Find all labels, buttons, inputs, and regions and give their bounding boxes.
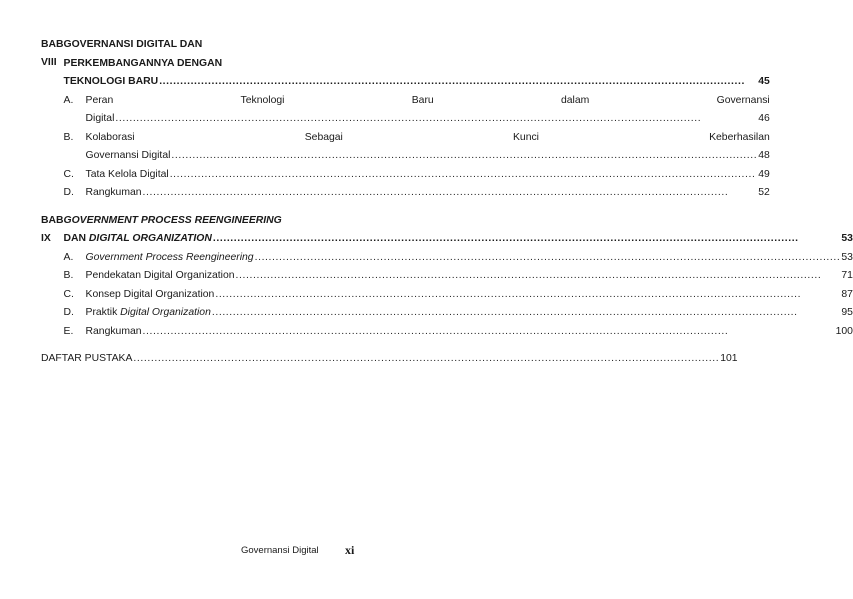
toc-entry[interactable]	[64, 304, 853, 323]
bibliography-entry[interactable]	[41, 350, 738, 369]
chapter-title-line: GOVERNMENT PROCESS REENGINEERING	[63, 214, 282, 226]
word: Peran	[85, 94, 114, 106]
chapter-8	[41, 36, 770, 203]
entry-letter: C.	[63, 288, 74, 300]
dot-leader	[170, 166, 758, 185]
word: Baru	[411, 94, 434, 106]
chapter-title-line: GOVERNANSI DIGITAL DAN	[63, 39, 203, 50]
page-number: 48	[758, 150, 770, 161]
entry-text: Tata Kelola Digital	[85, 168, 169, 180]
chapter-title-entry[interactable]	[64, 230, 853, 249]
page-number: 71	[841, 270, 853, 281]
entry-letter: C.	[63, 168, 74, 180]
entry-text-line	[86, 129, 770, 148]
chapter-number: BAB IX	[41, 214, 64, 244]
page-number: 45	[758, 76, 770, 87]
page-number: 101	[720, 353, 738, 364]
entry-text: Rangkuman	[85, 187, 142, 198]
entry-letter: A.	[63, 251, 74, 263]
word: Teknologi	[240, 94, 285, 106]
dot-leader	[143, 184, 758, 203]
toc-entry[interactable]	[64, 286, 853, 305]
entry-letter: D.	[63, 187, 74, 198]
entry-text: Konsep Digital Organization	[85, 288, 215, 300]
toc-entry[interactable]	[64, 92, 770, 129]
dot-leader	[159, 73, 757, 92]
entry-letter: B.	[63, 270, 74, 281]
entry-text: Government Process Reengineering	[85, 251, 254, 263]
toc-entry[interactable]	[64, 249, 853, 268]
text-plain: Praktik	[85, 307, 121, 318]
title-italic: DIGITAL ORGANIZATION	[88, 233, 212, 244]
entry-letter: A.	[63, 94, 74, 106]
word: Kunci	[512, 131, 539, 143]
chapter-title-entry[interactable]	[64, 73, 770, 92]
title-plain: DAN	[63, 233, 89, 244]
dot-leader	[115, 110, 757, 129]
entry-letter: D.	[63, 307, 74, 318]
page-number: 53	[841, 233, 853, 244]
chapter-body	[64, 36, 770, 203]
entry-letter: E.	[63, 325, 74, 337]
entry-text-line	[86, 92, 770, 111]
chapter-body	[64, 212, 853, 342]
dot-leader	[213, 230, 841, 249]
page-number: 87	[841, 288, 853, 300]
entry-text: Rangkuman	[85, 325, 142, 337]
entry-text: Governansi Digital	[85, 150, 171, 161]
chapter-title-line: TEKNOLOGI BARU	[63, 76, 159, 87]
chapter-9	[41, 212, 853, 342]
entry-text: Digital	[85, 113, 115, 124]
word: Keberhasilan	[709, 131, 770, 143]
toc-entry[interactable]	[64, 184, 770, 203]
chapter-title-line: PERKEMBANGANNYA DENGAN	[63, 57, 223, 69]
entry-text	[86, 304, 211, 323]
word: Governansi	[716, 94, 770, 106]
entry-text: Pendekatan Digital Organization	[85, 270, 235, 281]
toc-entry[interactable]	[64, 129, 770, 166]
dot-leader	[212, 304, 841, 323]
page-number: 46	[758, 113, 770, 124]
table-of-contents	[41, 36, 853, 369]
toc-entry[interactable]	[64, 166, 770, 185]
word: dalam	[561, 94, 590, 106]
page-number: 95	[841, 307, 853, 318]
running-footer-title: Governansi Digital	[241, 545, 319, 556]
dot-leader	[236, 267, 841, 286]
entry-line	[86, 110, 770, 129]
chapter-number: BAB VIII	[41, 39, 64, 68]
entry-letter: B.	[63, 131, 74, 143]
toc-entry[interactable]	[64, 323, 853, 342]
word: Sebagai	[304, 131, 343, 143]
chapter-title-line	[64, 230, 212, 249]
word: Kolaborasi	[85, 131, 135, 143]
footer-page-number: xi	[345, 543, 355, 557]
text-italic: Digital Organization	[120, 307, 211, 318]
dot-leader	[255, 249, 841, 268]
page-number: 49	[758, 168, 770, 180]
page-number: 52	[758, 187, 770, 198]
toc-entry[interactable]	[64, 267, 853, 286]
entry-line	[86, 147, 770, 166]
page-number: 100	[835, 325, 853, 337]
dot-leader	[215, 286, 840, 305]
dot-leader	[143, 323, 835, 342]
page-number: 53	[841, 251, 853, 263]
dot-leader	[171, 147, 757, 166]
dot-leader	[133, 350, 719, 369]
bibliography-label: DAFTAR PUSTAKA	[41, 353, 133, 364]
